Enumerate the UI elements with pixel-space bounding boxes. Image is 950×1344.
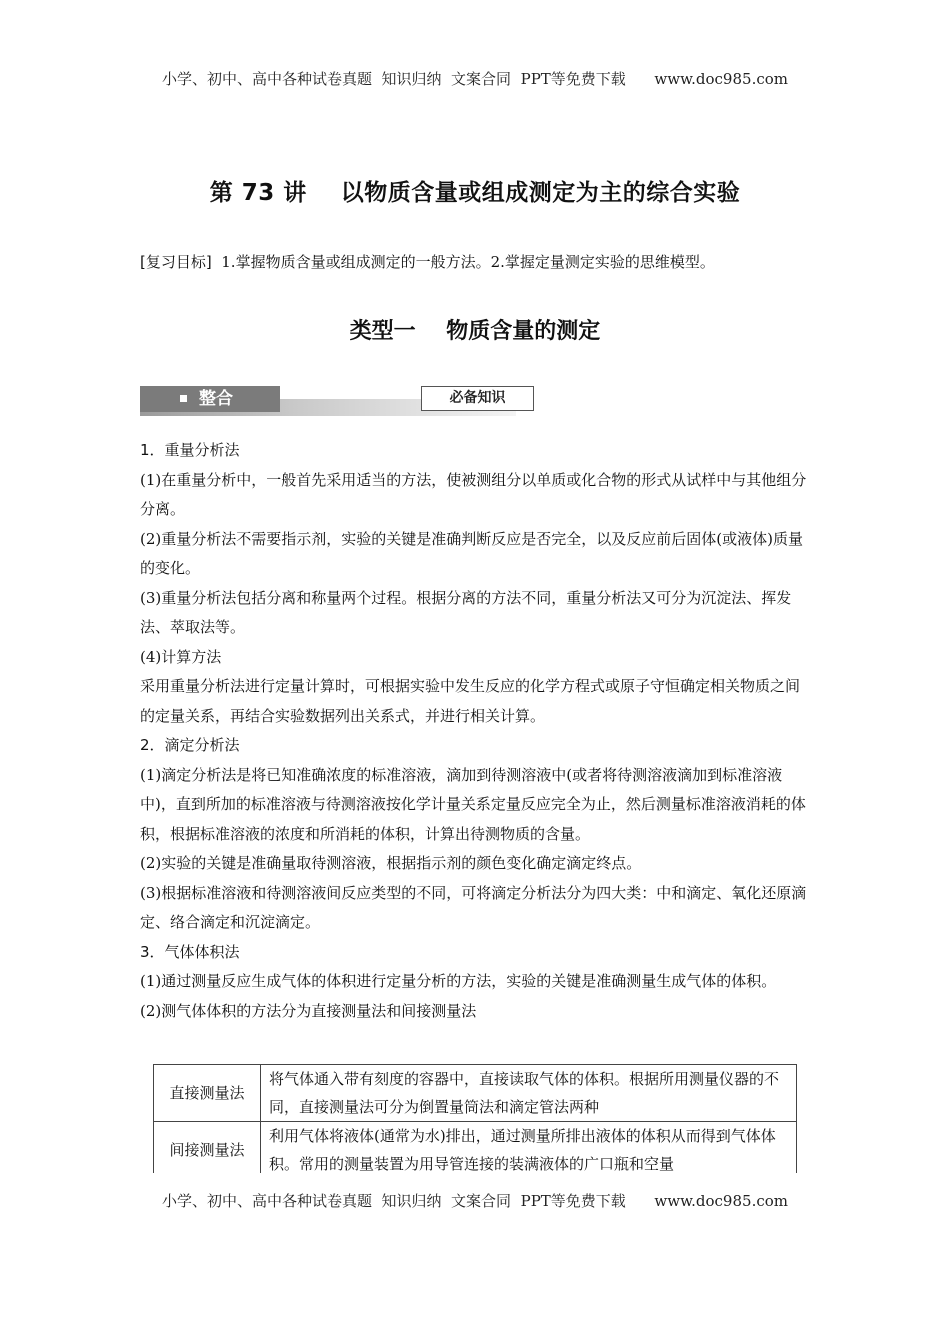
description-cell: 将气体通入带有刻度的容器中，直接读取气体的体积。根据所用测量仪器的不同，直接测量法可分为倒置量筒法和滴定管法两种: [261, 1065, 797, 1122]
page-bottom-mask: [140, 1173, 820, 1185]
section-banner: [140, 386, 516, 416]
method-cell: 直接测量法: [154, 1065, 261, 1122]
square-bullet-icon: [180, 395, 187, 402]
section-heading: 2．滴定分析法: [140, 736, 240, 754]
banner-dark-tab: [140, 386, 280, 412]
paragraph: 采用重量分析法进行定量计算时，可根据实验中发生反应的化学方程式或原子守恒确定相关物质之间的定量关系，再结合实验数据列出关系式，并进行相关计算。: [140, 677, 801, 725]
paragraph: (2)实验的关键是准确量取待测溶液，根据指示剂的颜色变化确定滴定终点。: [140, 854, 642, 872]
section-title: 类型一 物质含量的测定: [349, 319, 601, 344]
page-footer: 小学、初中、高中各种试卷真题 知识归纳 文案合同 PPT等免费下载 www.doc985.com: [161, 1192, 788, 1210]
paragraph: (3)重量分析法包括分离和称量两个过程。根据分离的方法不同，重量分析法又可分为沉淀法、挥发法、萃取法等。: [140, 588, 792, 636]
banner-light-tab: 必备知识: [421, 386, 534, 411]
method-cell: 间接测量法: [154, 1122, 261, 1179]
page-header: 小学、初中、高中各种试卷真题 知识归纳 文案合同 PPT等免费下载 www.doc985.com: [161, 70, 788, 88]
paragraph: (1)在重量分析中，一般首先采用适当的方法，使被测组分以单质或化合物的形式从试样中与其他组分分离。: [140, 470, 807, 518]
section-heading: 1．重量分析法: [140, 441, 240, 459]
gas-volume-table: [153, 1064, 797, 1178]
paragraph: (3)根据标准溶液和待测溶液间反应类型的不同，可将滴定分析法分为四大类：中和滴定、氧化还原滴定、络合滴定和沉淀滴定。: [140, 883, 807, 931]
paragraph: (1)滴定分析法是将已知准确浓度的标准溶液，滴加到待测溶液中(或者将待测溶液滴加到标准溶液中)，直到所加的标准溶液与待测溶液按化学计量关系定量反应完全为止，然后测量标准溶液消耗的体积，根据标准溶液的浓度和所消耗的体积，计算出待测物质的含量。: [140, 765, 806, 843]
objective-text: 1.掌握物质含量或组成测定的一般方法。2.掌握定量测定实验的思维模型。: [211, 253, 715, 271]
paragraph: (1)通过测量反应生成气体的体积进行定量分析的方法，实验的关键是准确测量生成气体的体积。: [140, 972, 777, 990]
section-heading: 3．气体体积法: [140, 942, 240, 961]
objective-label: [复习目标]: [140, 253, 212, 271]
paragraph: (2)重量分析法不需要指示剂，实验的关键是准确判断反应是否完全，以及反应前后固体(或液体)质量的变化。: [140, 529, 803, 577]
description-cell: 利用气体将液体(通常为水)排出，通过测量所排出液体的体积从而得到气体体积。常用的测量装置为用导管连接的装满液体的广口瓶和空量: [261, 1122, 797, 1179]
table-row: [154, 1122, 797, 1179]
banner-dark-label: 整合: [199, 389, 233, 409]
paragraph: (2)测气体体积的方法分为直接测量法和间接测量法: [140, 1001, 477, 1020]
paragraph: (4)计算方法: [140, 647, 222, 666]
lecture-title: 第 73 讲 以物质含量或组成测定为主的综合实验: [209, 180, 741, 206]
table-row: [154, 1065, 797, 1122]
review-objectives: [140, 251, 820, 272]
content-body: [140, 436, 812, 1026]
